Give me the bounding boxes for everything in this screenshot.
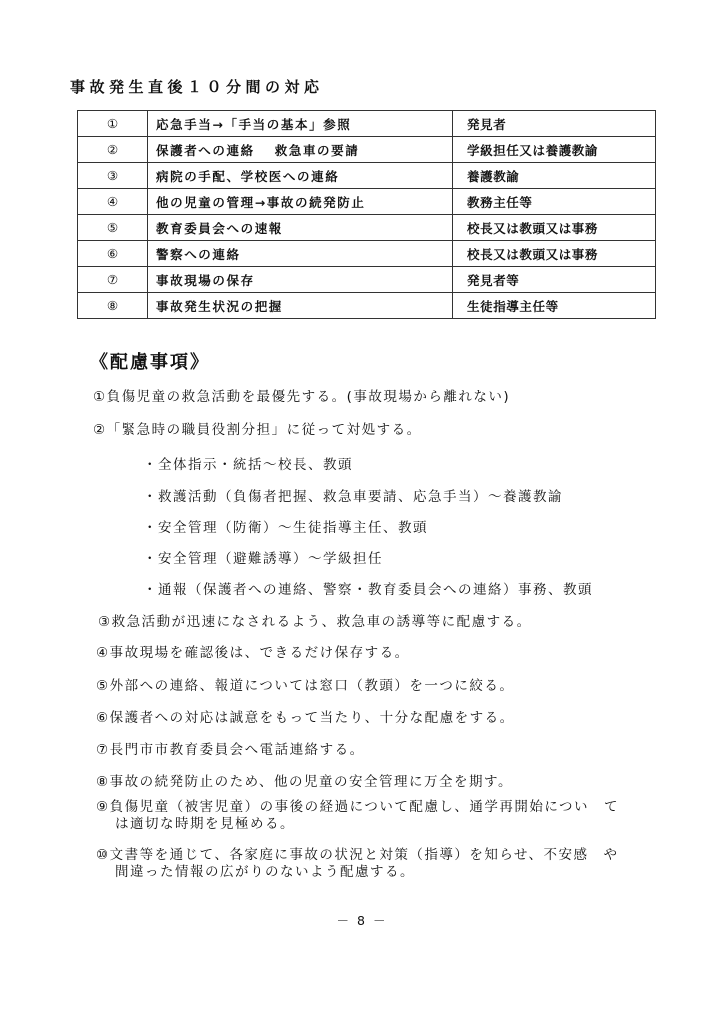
table-row xyxy=(78,137,656,163)
role-item-leadership: ・全体指示・統括～校長、教頭 xyxy=(143,457,353,473)
consideration-item-3: ③救急活動が迅速になされるよう、救急車の誘導等に配慮する。 xyxy=(98,614,532,630)
table-row xyxy=(78,189,656,215)
consideration-item-10 xyxy=(96,847,696,881)
table-row xyxy=(78,293,656,319)
role-item-rescue: ・救護活動（負傷者把握、救急車要請、応急手当）～養護教諭 xyxy=(143,489,563,505)
role-item-safety-evacuation: ・安全管理（避難誘導）～学級担任 xyxy=(143,551,383,567)
consideration-item-4: ④事故現場を確認後は、できるだけ保存する。 xyxy=(96,645,410,661)
row-task: 警察への連絡 xyxy=(148,241,453,267)
row-task: 事故現場の保存 xyxy=(148,267,453,293)
row-number: ⑦ xyxy=(78,267,148,293)
table-row xyxy=(78,267,656,293)
row-responsible: 校長又は教頭又は事務 xyxy=(453,241,656,267)
row-task: 応急手当→「手当の基本」参照 xyxy=(148,111,453,137)
considerations-title: 《配慮事項》 xyxy=(90,352,210,373)
consideration-item-9 xyxy=(96,799,696,833)
row-responsible: 校長又は教頭又は事務 xyxy=(453,215,656,241)
consideration-item-1: ①負傷児童の救急活動を最優先する。(事故現場から離れない) xyxy=(93,389,511,405)
row-responsible: 学級担任又は養護教諭 xyxy=(453,137,656,163)
row-responsible: 養護教諭 xyxy=(453,163,656,189)
consideration-item-6: ⑥保護者への対応は誠意をもって当たり、十分な配慮をする。 xyxy=(96,710,515,726)
consideration-item-5: ⑤外部への連絡、報道については窓口（教頭）を一つに絞る。 xyxy=(96,678,515,694)
table-row xyxy=(78,111,656,137)
table-row xyxy=(78,163,656,189)
row-responsible: 生徒指導主任等 xyxy=(453,293,656,319)
page-heading: 事故発生直後１０分間の対応 xyxy=(70,78,324,96)
consideration-item-7: ⑦長門市市教育委員会へ電話連絡する。 xyxy=(96,742,365,758)
role-item-reporting: ・通報（保護者への連絡、警察・教育委員会への連絡）事務、教頭 xyxy=(143,582,593,598)
role-item-safety-defense: ・安全管理（防衛）～生徒指導主任、教頭 xyxy=(143,520,428,536)
consideration-item-8: ⑧事故の続発防止のため、他の児童の安全管理に万全を期す。 xyxy=(96,774,513,790)
table-row xyxy=(78,241,656,267)
table-row xyxy=(78,215,656,241)
row-responsible: 発見者 xyxy=(453,111,656,137)
consideration-item-2: ②「緊急時の職員役割分担」に従って対処する。 xyxy=(93,422,422,438)
row-responsible: 教務主任等 xyxy=(453,189,656,215)
row-number: ⑧ xyxy=(78,293,148,319)
row-task: 保護者への連絡 救急車の要請 xyxy=(148,137,453,163)
row-task: 教育委員会への速報 xyxy=(148,215,453,241)
row-responsible: 発見者等 xyxy=(453,267,656,293)
page-number: － 8 － xyxy=(336,913,388,928)
row-task: 病院の手配、学校医への連絡 xyxy=(148,163,453,189)
consideration-item-9-line2: は適切な時期を見極める。 xyxy=(115,816,295,832)
consideration-item-10-line1: ⑩文書等を通じて、各家庭に事故の状況と対策（指導）を知らせ、不安感 や xyxy=(96,847,619,863)
row-task: 事故発生状況の把握 xyxy=(148,293,453,319)
row-number: ⑤ xyxy=(78,215,148,241)
row-number: ④ xyxy=(78,189,148,215)
consideration-item-9-line1: ⑨負傷児童（被害児童）の事後の経過について配慮し、通学再開始につい て xyxy=(96,799,620,815)
row-number: ⑥ xyxy=(78,241,148,267)
consideration-item-10-line2: 間違った情報の広がりのないよう配慮する。 xyxy=(115,864,415,880)
row-number: ③ xyxy=(78,163,148,189)
row-number: ① xyxy=(78,111,148,137)
row-number: ② xyxy=(78,137,148,163)
response-table xyxy=(77,110,656,319)
row-task: 他の児童の管理→事故の続発防止 xyxy=(148,189,453,215)
